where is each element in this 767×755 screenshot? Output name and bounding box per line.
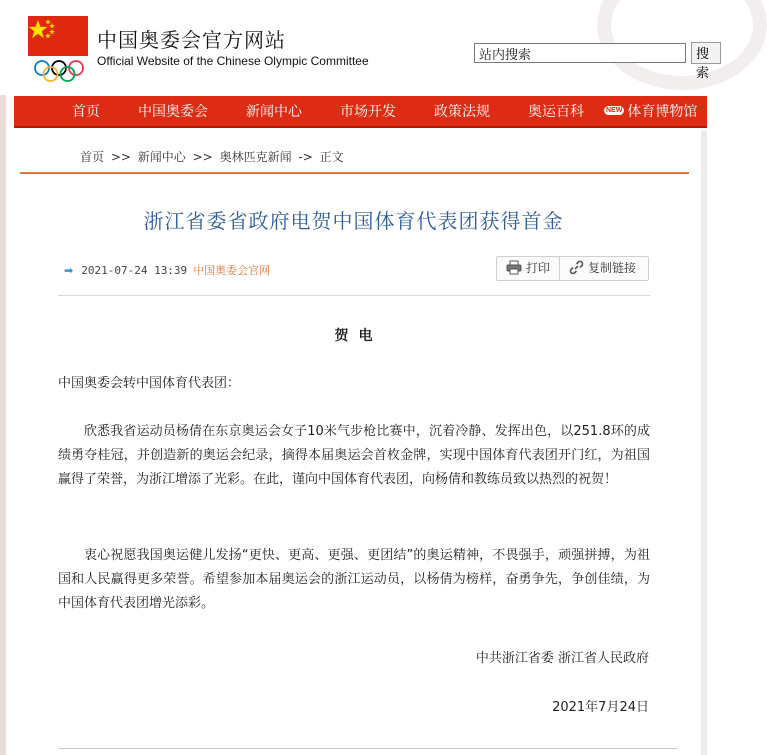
meta-divider <box>58 295 650 296</box>
nav-item-news[interactable]: 新闻中心 <box>246 104 302 120</box>
nav-item-museum-label: 体育博物馆 <box>627 104 698 120</box>
nav-item-marketing[interactable]: 市场开发 <box>340 104 396 120</box>
arrow-right-icon: ➡ <box>64 264 74 277</box>
nav-item-home[interactable]: 首页 <box>72 104 100 120</box>
article-date: 2021-07-24 13:39 <box>81 264 188 277</box>
site-title: 中国奥委会官方网站 <box>97 28 286 52</box>
copy-link-label: 复制链接 <box>588 261 637 275</box>
breadcrumb-current: 正文 <box>319 150 344 164</box>
link-icon <box>569 260 584 275</box>
signature: 中共浙江省委 浙江省人民政府 <box>475 651 649 666</box>
copy-link-button[interactable] <box>561 257 649 280</box>
nav-item-policy[interactable]: 政策法规 <box>434 104 490 120</box>
article-subhead: 贺电 <box>334 328 383 344</box>
paragraph-1: 欣悉我省运动员杨倩在东京奥运会女子10米气步枪比赛中，沉着冷静、发挥出色，以251.8环的成绩勇夺桂冠，并创造新的奥运会纪录，摘得本届奥运会首枚金牌，实现中国体育代表团开门红，为祖国赢得了荣誉，为浙江增添了光彩。在此，谨向中国体育代表团，向杨倩和教练员致以热烈的祝贺！ <box>58 424 650 487</box>
paragraph-2: 衷心祝愿我国奥运健儿发扬“更快、更高、更强、更团结”的奥运精神，不畏强手，顽强拼搏，为祖国和人民赢得更多荣誉。希望参加本届奥运会的浙江运动员，以杨倩为榜样，奋勇争先，争创佳绩，为中国体育代表团增光添彩。 <box>58 548 650 611</box>
main-nav <box>14 96 707 128</box>
site-subtitle: Official Website of the Chinese Olympic Committee <box>97 54 369 68</box>
new-badge: NEW <box>606 107 623 114</box>
nav-item-coc[interactable]: 中国奥委会 <box>138 104 208 120</box>
search-button[interactable]: 搜索 <box>691 42 721 64</box>
print-label: 打印 <box>526 261 551 275</box>
breadcrumb-home[interactable]: 首页 <box>80 150 105 164</box>
article-meta <box>64 262 270 278</box>
breadcrumb-news[interactable]: 新闻中心 <box>137 150 186 164</box>
breadcrumb-arrow: -> <box>298 150 313 164</box>
article-source[interactable]: 中国奥委会官网 <box>193 264 271 277</box>
signature-date: 2021年7月24日 <box>552 700 649 715</box>
header-divider <box>20 172 689 174</box>
decorative-left-band <box>0 95 6 755</box>
article-tools <box>496 256 649 281</box>
search-input[interactable] <box>474 43 686 63</box>
nav-item-encyclopedia[interactable]: 奥运百科 <box>528 104 584 120</box>
printer-icon <box>506 260 522 275</box>
breadcrumb <box>80 148 347 165</box>
olympic-rings-icon <box>33 60 85 82</box>
salutation: 中国奥委会转中国体育代表团： <box>58 376 241 391</box>
nav-item-museum[interactable] <box>604 96 697 126</box>
breadcrumb-separator: >> <box>110 150 131 164</box>
footer-divider <box>58 748 678 749</box>
breadcrumb-olympic-news[interactable]: 奥林匹克新闻 <box>219 150 292 164</box>
article-title: 浙江省委省政府电贺中国体育代表团获得首金 <box>143 209 564 233</box>
print-button[interactable] <box>497 257 560 280</box>
china-flag-logo <box>28 16 88 56</box>
breadcrumb-separator: >> <box>192 150 213 164</box>
flag-big-star-icon <box>28 20 47 38</box>
